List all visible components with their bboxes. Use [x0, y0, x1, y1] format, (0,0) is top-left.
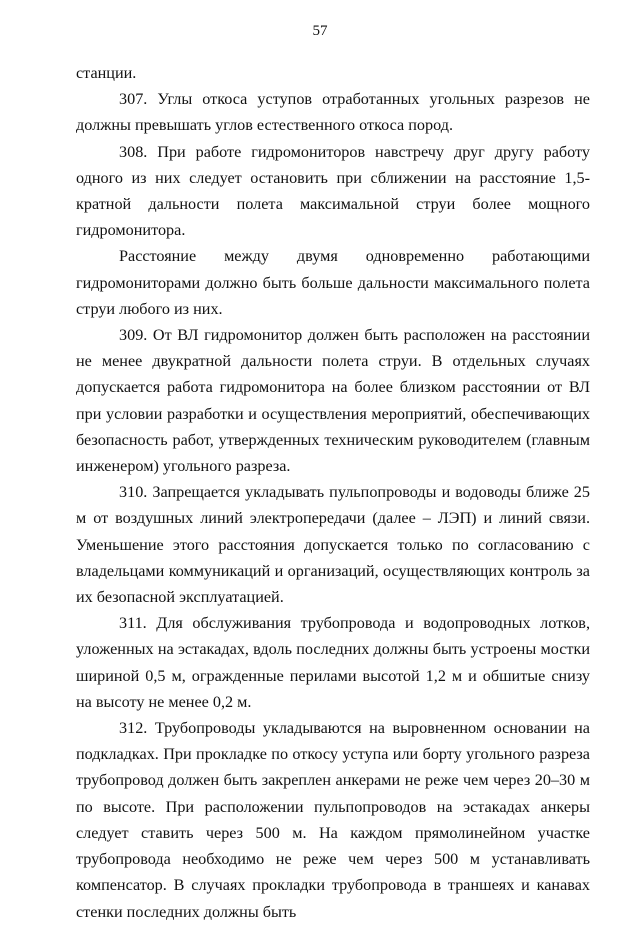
paragraph-continuation: станции.: [76, 64, 137, 82]
page-number: 57: [312, 23, 328, 39]
paragraph-310: 310. Запрещается укладывать пульпопроводы и водоводы ближе 25 м от воздушных линий электропередачи (далее – ЛЭП) и линий связи. Уменьшение этого расстояния допускается только по согласованию с владельцами коммуникаций и организаций, осуществляющих контроль за их безопасной эксплуатацией.: [76, 483, 590, 607]
paragraph-309: 309. От ВЛ гидромонитор должен быть расположен на расстоянии не менее двукратной дальности полета струи. В отдельных случаях допускается работа гидромонитора на более близком расстоянии от ВЛ при условии разработки и осуществления мероприятий, обеспечивающих безопасность работ, утвержденных техническим руководителем (главным инженером) угольного разреза.: [76, 326, 590, 476]
paragraph-308: 308. При работе гидромониторов навстречу друг другу работу одного из них следует остановить при сближении на расстояние 1,5-кратной дальности полета максимальной струи более мощного гидромонитора.: [76, 142, 590, 240]
paragraph-311: 311. Для обслуживания трубопровода и водопроводных лотков, уложенных на эстакадах, вдоль последних должны быть устроены мостки шириной 0,5 м, огражденные перилами высотой 1,2 м и обшитые снизу на высоту не менее 0,2 м.: [76, 614, 590, 711]
paragraph-308-distance: Расстояние между двумя одновременно работающими гидромониторами должно быть больше дальности максимального полета струи любого из них.: [76, 247, 590, 318]
paragraph-312: 312. Трубопроводы укладываются на выровненном основании на подкладках. При прокладке по откосу уступа или борту угольного разреза трубопровод должен быть закреплен анкерами не реже чем через 20–30 м по высоте. При расположении пульпопроводов на эстакадах анкеры следует ставить через 500 м. На каждом прямолинейном участке трубопровода необходимо не реже чем через 500 м устанавливать компенсатор. В случаях прокладки трубопровода в траншеях и канавах стенки последних должны быть: [76, 719, 590, 921]
paragraph-307: 307. Углы откоса уступов отработанных угольных разрезов не должны превышать углов естественного откоса пород.: [76, 90, 590, 135]
document-body: [76, 60, 590, 925]
